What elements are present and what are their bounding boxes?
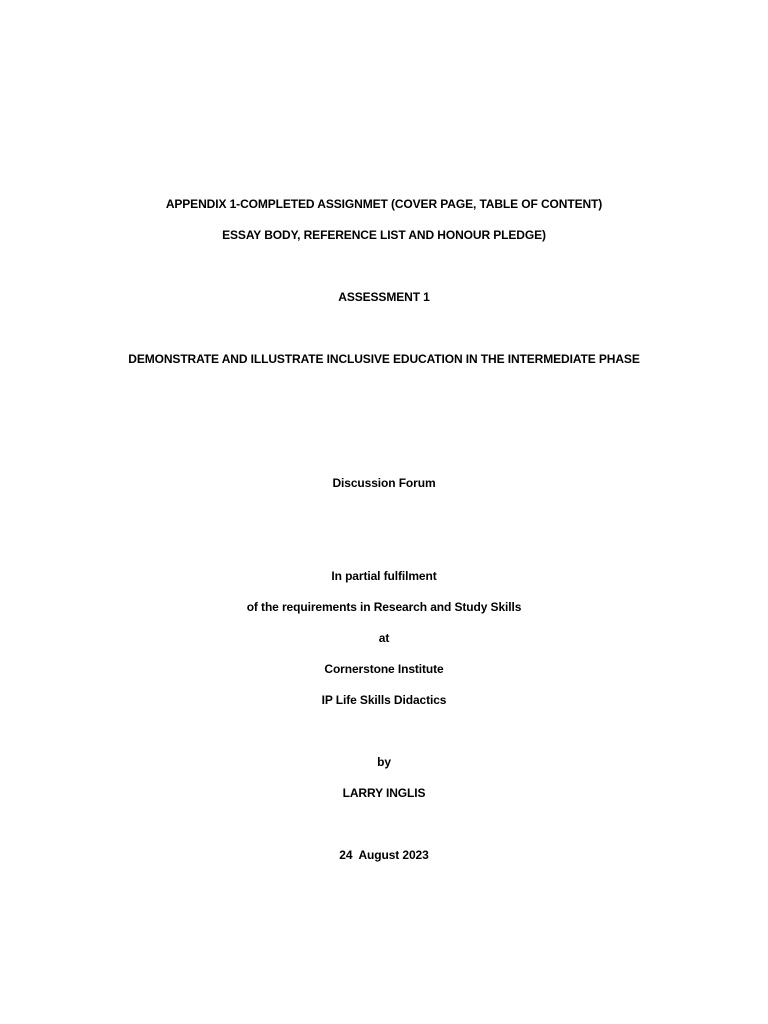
fulfilment-line: In partial fulfilment [331, 569, 437, 583]
appendix-title-line-2: ESSAY BODY, REFERENCE LIST AND HONOUR PLEDGE) [222, 228, 546, 242]
discussion-forum-label: Discussion Forum [332, 476, 436, 490]
author-name: LARRY INGLIS [342, 786, 426, 800]
submission-date: 24 August 2023 [339, 848, 429, 862]
appendix-title-line-1: APPENDIX 1-COMPLETED ASSIGNMET (COVER PAGE, TABLE OF CONTENT) [165, 197, 603, 211]
by-line: by [377, 755, 391, 769]
assignment-topic: DEMONSTRATE AND ILLUSTRATE INCLUSIVE EDUCATION IN THE INTERMEDIATE PHASE [128, 352, 640, 366]
assessment-heading: ASSESSMENT 1 [338, 290, 430, 304]
course-name: IP Life Skills Didactics [321, 693, 447, 707]
requirements-line: of the requirements in Research and Study Skills [246, 600, 522, 614]
at-line: at [378, 631, 390, 645]
institution-name: Cornerstone Institute [324, 662, 444, 676]
